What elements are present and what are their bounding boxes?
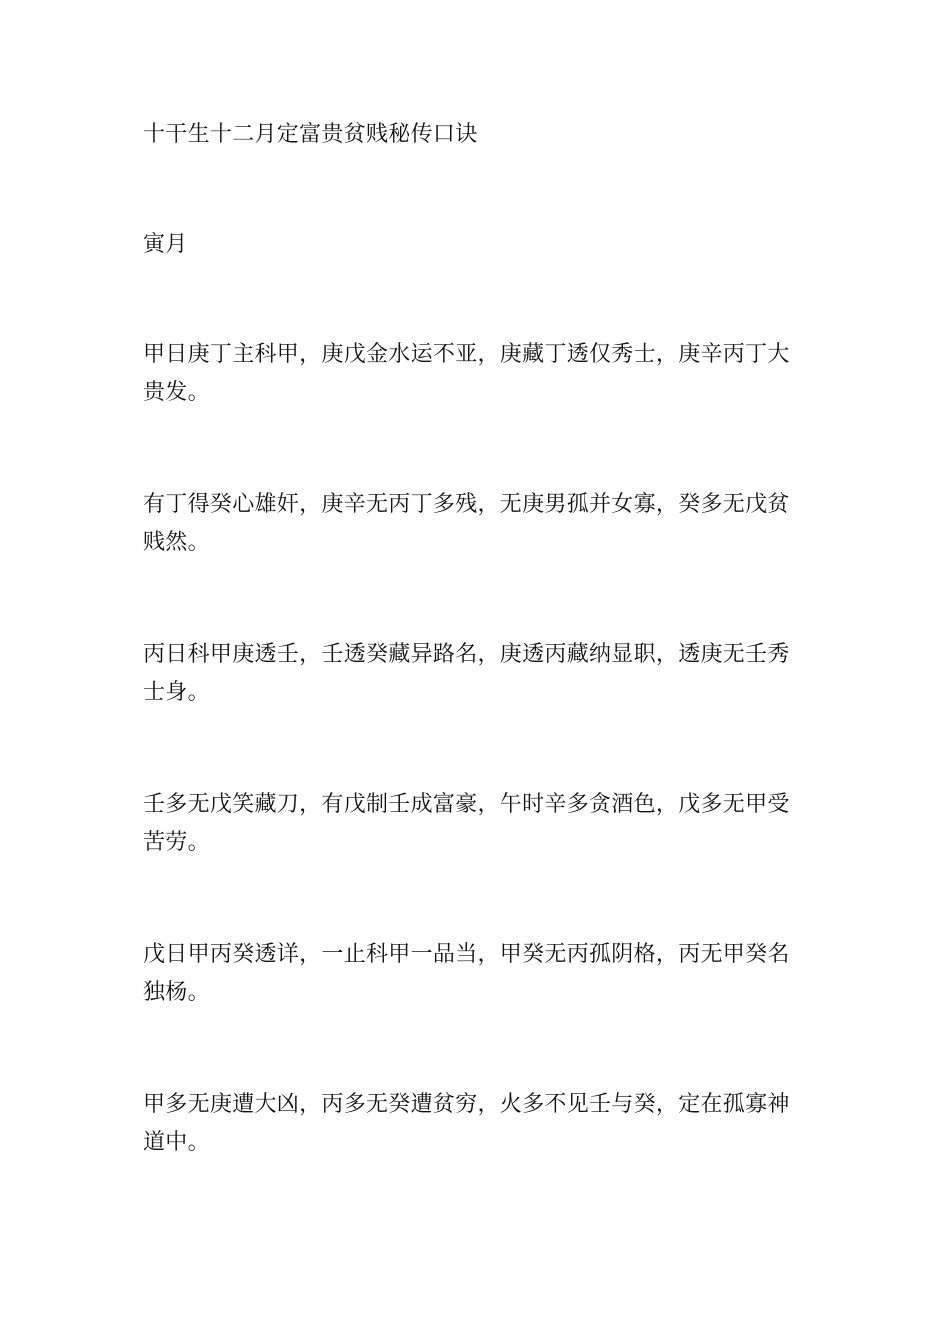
verse-paragraph: 丙日科甲庚透壬，壬透癸藏异路名，庚透丙藏纳显职，透庚无壬秀士身。 (143, 642, 790, 705)
verse-paragraph: 甲多无庚遭大凶，丙多无癸遭贫穷，火多不见壬与癸，定在孤寡神道中。 (143, 1092, 790, 1155)
month-heading: 寅月 (143, 232, 188, 257)
verse-paragraph: 有丁得癸心雄奸，庚辛无丙丁多残，无庚男孤并女寡，癸多无戊贫贱然。 (143, 492, 790, 555)
document-title: 十干生十二月定富贵贫贱秘传口诀 (143, 122, 478, 147)
verse-paragraph: 壬多无戊笑藏刀，有戊制壬成富豪，午时辛多贪酒色，戊多无甲受苦劳。 (143, 792, 790, 855)
verse-paragraph: 戊日甲丙癸透详，一止科甲一品当，甲癸无丙孤阴格，丙无甲癸名独杨。 (143, 942, 790, 1005)
verse-paragraph: 甲日庚丁主科甲，庚戊金水运不亚，庚藏丁透仅秀士，庚辛丙丁大贵发。 (143, 342, 790, 405)
document-body (143, 116, 811, 1236)
